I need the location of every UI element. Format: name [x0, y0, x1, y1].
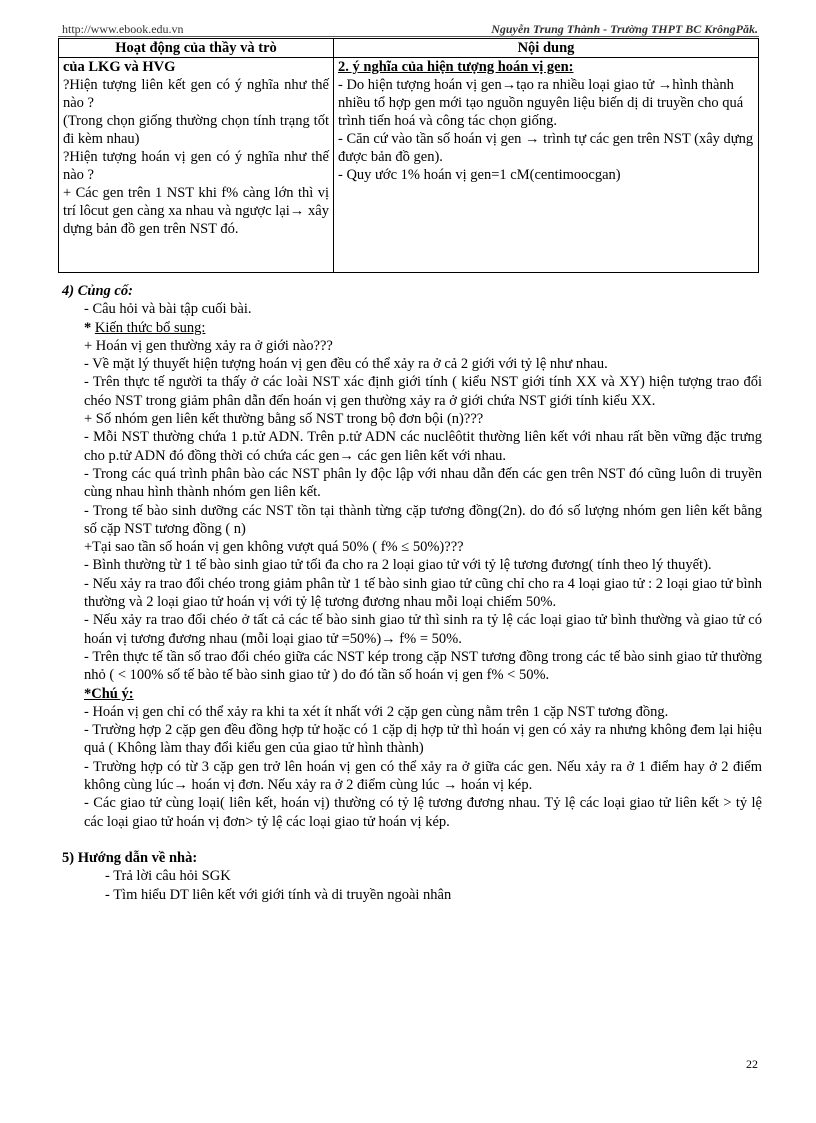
table-cell-content [334, 58, 759, 273]
lesson-table [58, 38, 759, 273]
paragraph: + Hoán vị gen thường xảy ra ở giới nào??? [84, 337, 333, 354]
note-paragraph: - Trường hợp 2 cặp gen đều đồng hợp tử hoặc có 1 cặp dị hợp tử thì hoán vị gen có xảy ra nhưng không đem lại hiệu quả ( Không làm thay đổi kiểu gen của giao tử hình thành) [84, 722, 762, 757]
note-heading: *Chú ý: [84, 685, 134, 702]
table-header-row [59, 39, 759, 58]
header-website: http://www.ebook.edu.vn [62, 22, 184, 36]
paragraph: - Mỗi NST thường chứa 1 p.tử ADN. Trên p.tử ADN các nuclêôtit thường liên kết với nhau rất bền vững đặc trưng cho p.tử ADN đó đồng thời có chứa các gen→ các gen liên kết với nhau. [84, 429, 762, 464]
left-cell-line: (Trong chọn giống thường chọn tính trạng tốt đi kèm nhau) [63, 113, 329, 147]
section-title-huongdan: 5) Hướng dẫn về nhà: [62, 849, 198, 866]
right-cell-line: - Quy ước 1% hoán vị gen=1 cM(centimoocgan) [338, 167, 621, 183]
paragraph: - Câu hỏi và bài tập cuối bài. [84, 301, 252, 318]
header-rule [58, 36, 759, 37]
page-number: 22 [746, 1057, 758, 1071]
note-paragraph: - Trường hợp có từ 3 cặp gen trở lên hoán vị gen có thể xảy ra ở giữa các gen. Nếu xảy ra ở 1 điểm hay ở 2 điểm không cùng lúc→ hoán vị đơn. Nếu xảy ra ở 2 điểm cùng lúc → hoán vị kép. [84, 758, 762, 794]
bonus-heading [62, 319, 762, 337]
paragraph: + Số nhóm gen liên kết thường bằng số NST trong bộ đơn bội (n)??? [84, 411, 484, 428]
header-author: Nguyễn Trung Thành - Trường THPT BC KrôngPăk. [491, 22, 758, 36]
left-cell-line: ?Hiện tượng liên kết gen có ý nghĩa như thế nào ? [63, 77, 329, 111]
left-cell-line: + Các gen trên 1 NST khi f% càng lớn thì vị trí lôcut gen càng xa nhau và ngược lại→ xây dựng bản đồ gen trên NST đó. [63, 185, 329, 237]
table-header-left: Hoạt động của thầy và trò [59, 39, 334, 58]
spacer [62, 831, 762, 849]
paragraph: +Tại sao tần số hoán vị gen không vượt quá 50% ( f% ≤ 50%)??? [84, 539, 464, 556]
paragraph: - Trong các quá trình phân bào các NST phân ly độc lập với nhau dẫn đến các gen trên NST đó cũng luôn di truyền cùng nhau hình thành nhóm gen liên kết. [84, 465, 762, 501]
right-cell-title: 2. ý nghĩa của hiện tượng hoán vị gen: [338, 59, 574, 75]
paragraph: - Nếu xảy ra trao đổi chéo ở tất cả các tế bào sinh giao tử thì sinh ra tỷ lệ các loại giao tử bình thường và giao tử có hoán vị tương đương nhau (mỗi loại giao tử =50%)→ f% = 50%. [84, 612, 762, 647]
section-title-cungco: 4) Củng cố: [62, 283, 133, 299]
right-cell-line: - Do hiện tượng hoán vị gen→tạo ra nhiều loại giao tử →hình thành nhiều tổ hợp gen mới tạo nguồn nguyên liệu biến dị di truyền cho quá trình tiến hoá và công tác chọn giống. [338, 77, 744, 129]
right-cell-line: - Căn cứ vào tần số hoán vị gen → trình tự các gen trên NST (xây dựng được bản đồ gen). [338, 131, 754, 165]
homework-item: - Trả lời câu hỏi SGK [105, 868, 231, 885]
note-paragraph: - Hoán vị gen chỉ có thể xảy ra khi ta xét ít nhất với 2 cặp gen cùng nằm trên 1 cặp NST tương đồng. [84, 703, 669, 720]
table-cell-activities [59, 58, 334, 273]
paragraph: - Trên thực tế tần số trao đổi chéo giữa các NST kép trong cặp NST tương đồng trong các tế bào sinh giao tử thường nhỏ ( < 100% số tế bào tế bào sinh giao tử ) do đó tần số hoán vị gen f% < 50%. [84, 648, 762, 684]
bonus-label: Kiến thức bổ sung: [94, 319, 206, 336]
table-body-row [59, 58, 759, 273]
main-text [62, 282, 762, 904]
paragraph: - Về mặt lý thuyết hiện tượng hoán vị gen đều có thể xảy ra ở cả 2 giới với tỷ lệ như nhau. [84, 356, 608, 373]
table-header-right: Nội dung [334, 39, 759, 58]
paragraph: - Trên thực tế người ta thấy ở các loài NST xác định giới tính ( kiểu NST giới tính XX và XY) hiện tượng trao đổi chéo NST trong giảm phân dẫn đến hoán vị gen thường xảy ra ở giới chứa NST giới tính kiểu XX. [84, 374, 762, 409]
paragraph: - Trong tế bào sinh dưỡng các NST tồn tại thành từng cặp tương đồng(2n). do đó số lượng nhóm gen liên kết bằng số cặp NST tương đồng ( n) [84, 502, 762, 537]
bonus-star: * [84, 319, 95, 336]
paragraph: - Nếu xảy ra trao đổi chéo trong giảm phân từ 1 tế bào sinh giao tử cũng chỉ cho ra 4 loại giao tử : 2 loại giao tử bình thường và 2 loại giao tử hoán vị với tỷ lệ tương đương nhau mỗi loại chiếm 50%. [84, 575, 762, 611]
paragraph: - Bình thường từ 1 tế bào sinh giao tử tối đa cho ra 2 loại giao tử với tỷ lệ tương đương( tính theo lý thuyết). [84, 557, 712, 574]
left-cell-line: ?Hiện tượng hoán vị gen có ý nghĩa như thế nào ? [63, 149, 329, 183]
note-paragraph: - Các giao tử cùng loại( liên kết, hoán vị) thường có tỷ lệ tương đương nhau. Tỷ lệ các loại giao tử liên kết > tỷ lệ các loại giao tử hoán vị đơn> tỷ lệ các loại giao tử hoán vị kép. [84, 795, 762, 830]
homework-item: - Tìm hiểu DT liên kết với giới tính và di truyền ngoài nhân [105, 886, 452, 903]
left-cell-title: của LKG và HVG [63, 59, 176, 75]
